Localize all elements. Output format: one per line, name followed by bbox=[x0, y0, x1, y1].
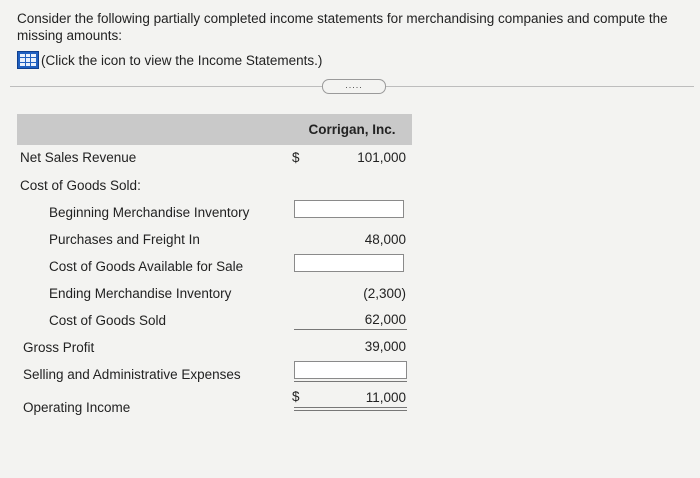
ending-inventory-label: Ending Merchandise Inventory bbox=[49, 286, 232, 301]
view-statements-link[interactable] bbox=[17, 51, 322, 69]
net-sales-label: Net Sales Revenue bbox=[20, 150, 137, 165]
operating-income-currency: $ bbox=[292, 389, 300, 404]
net-sales-value: 101,000 bbox=[357, 150, 406, 165]
table-header bbox=[17, 114, 412, 145]
purchases-label: Purchases and Freight In bbox=[49, 232, 200, 247]
cost-sold-label: Cost of Goods Sold bbox=[49, 313, 167, 328]
cogs-heading: Cost of Goods Sold: bbox=[20, 178, 141, 193]
selling-admin-label: Selling and Administrative Expenses bbox=[23, 367, 241, 382]
available-input[interactable] bbox=[294, 254, 404, 272]
selling-admin-underline bbox=[294, 381, 407, 382]
gross-profit-label: Gross Profit bbox=[23, 340, 95, 355]
operating-income-double-line-1 bbox=[294, 407, 407, 408]
operating-income-value: 11,000 bbox=[365, 390, 406, 405]
beginning-inventory-label: Beginning Merchandise Inventory bbox=[49, 205, 250, 220]
selling-admin-input[interactable] bbox=[294, 361, 407, 379]
company-name: Corrigan, Inc. bbox=[308, 122, 396, 137]
beginning-inventory-input[interactable] bbox=[294, 200, 404, 218]
expand-button[interactable]: ..... bbox=[322, 79, 386, 94]
gross-profit-value: 39,000 bbox=[364, 339, 406, 354]
net-sales-currency: $ bbox=[292, 150, 300, 165]
question-prompt: Consider the following partially completed income statements for merchandising companies and compute the missing amounts: bbox=[17, 11, 668, 43]
available-label: Cost of Goods Available for Sale bbox=[49, 259, 244, 274]
purchases-value: 48,000 bbox=[364, 232, 406, 247]
operating-income-label: Operating Income bbox=[23, 400, 131, 415]
ending-inventory-value: (2,300) bbox=[363, 286, 406, 301]
operating-income-double-line-2 bbox=[294, 410, 407, 411]
table-grid-icon[interactable] bbox=[17, 51, 39, 69]
cost-sold-value: 62,000 bbox=[364, 312, 406, 327]
cost-sold-underline bbox=[294, 329, 407, 330]
view-statements-label[interactable]: (Click the icon to view the Income Statements.) bbox=[41, 52, 323, 68]
